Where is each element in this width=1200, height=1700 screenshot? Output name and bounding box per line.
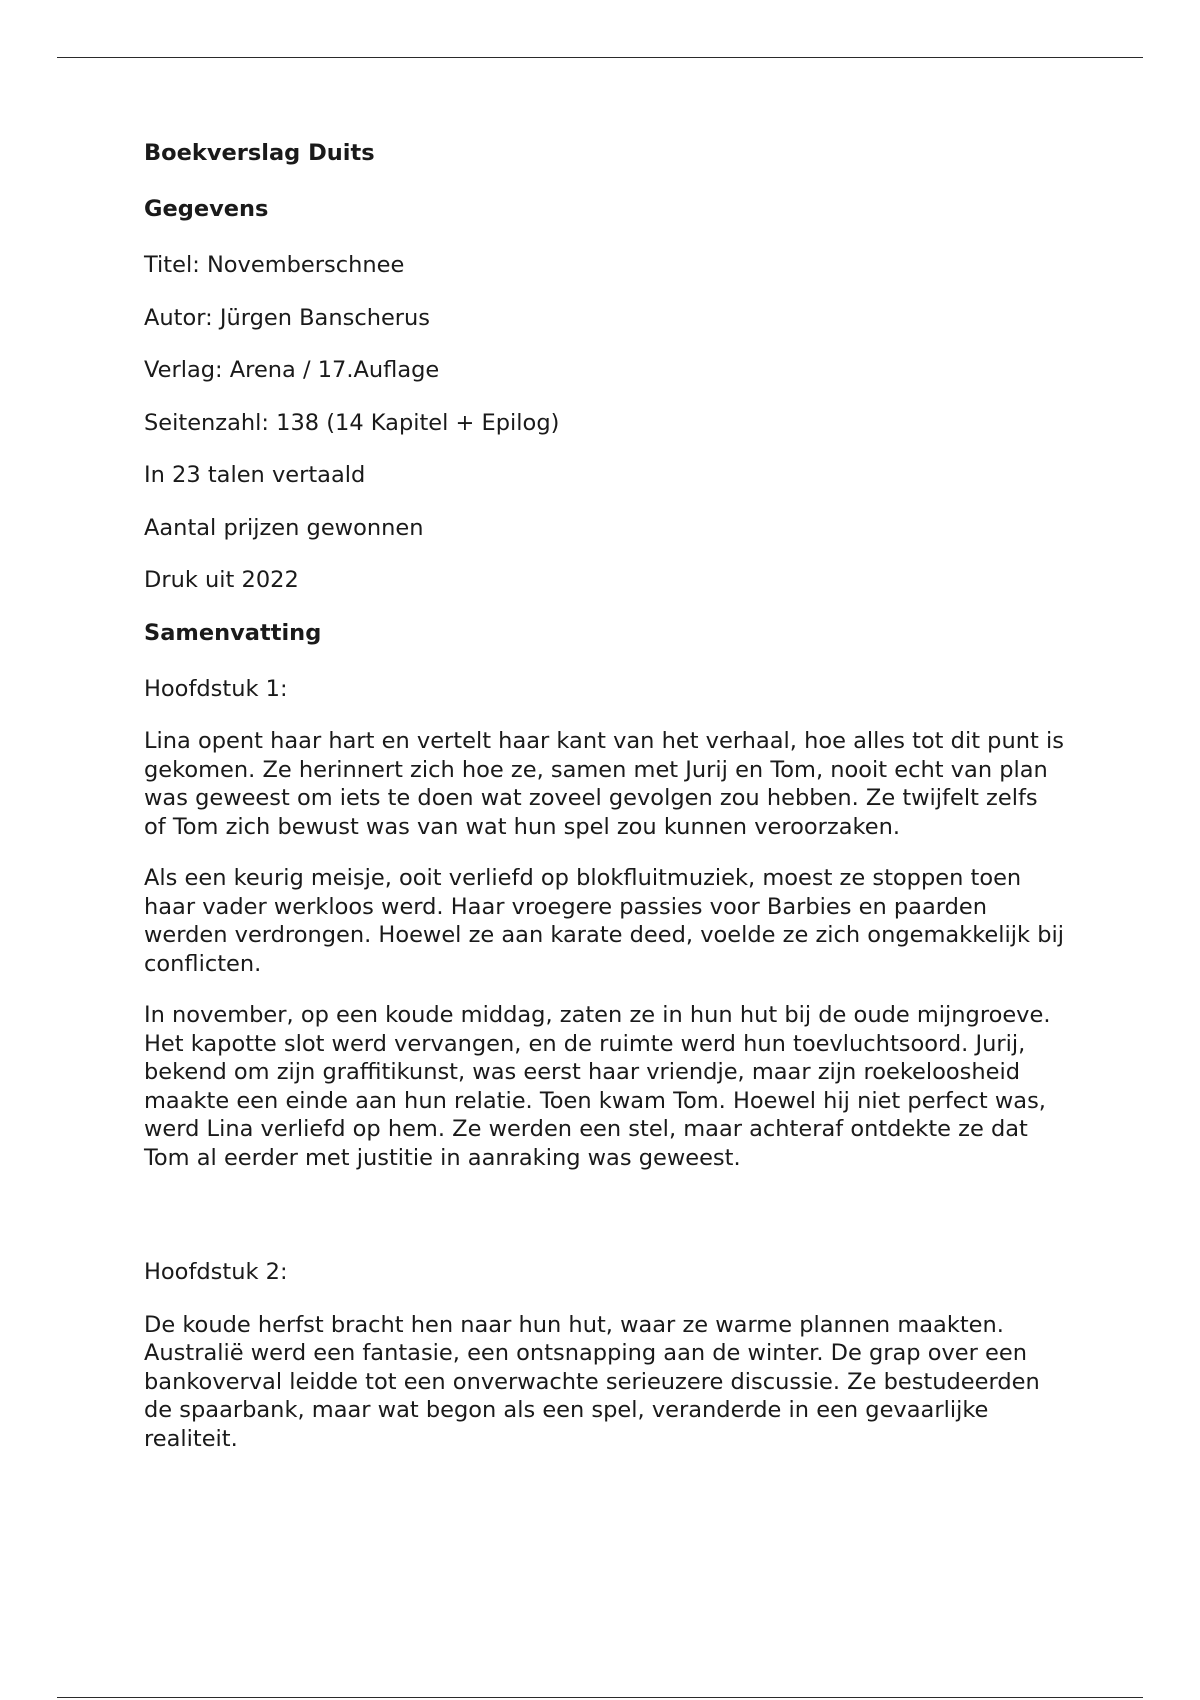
info-awards: Aantal prijzen gewonnen xyxy=(144,514,424,541)
document-title: Boekverslag Duits xyxy=(144,140,375,166)
info-edition: Druk uit 2022 xyxy=(144,567,299,593)
info-page-count: Seitenzahl: 138 (14 Kapitel + Epilog) xyxy=(144,409,560,436)
gegevens-heading: Gegevens xyxy=(144,196,269,222)
chapter-2-paragraph: De koude herfst bracht hen naar hun hut, waar ze warme plannen maakten. Australië werd een fantasie, een ontsnapping aan de winter. De grap over een bankoverval leidde tot een onverwachte serieuzere discussie. Ze bestudeerden de spaarbank, maar wat begon als een spel, veranderde in een gevaarlijke realiteit. xyxy=(144,1311,1040,1452)
chapter-1-paragraph: In november, op een koude middag, zaten ze in hun hut bij de oude mijngroeve. Het kapotte slot werd vervangen, en de ruimte werd hun toevluchtsoord. Jurij, bekend om zijn graffitikunst, was eerst haar vriendje, maar zijn roekeloosheid maakte een einde aan hun relatie. Toen kwam Tom. Hoewel hij niet perfect was, werd Lina verliefd op hem. Ze werden een stel, maar achteraf ontdekte ze dat Tom al eerder met justitie in aanraking was geweest. xyxy=(144,1002,1051,1171)
chapter-1-paragraph: Lina opent haar hart en vertelt haar kant van het verhaal, hoe alles tot dit punt is gekomen. Ze herinnert zich hoe ze, samen met Jurij en Tom, nooit echt van plan was geweest om iets te doen wat zoveel gevolgen zou hebben. Ze twijfelt zelfs of Tom zich bewust was van wat hun spel zou kunnen veroorzaken. xyxy=(144,728,1064,840)
chapter-1-label: Hoofdstuk 1: xyxy=(144,675,288,702)
bottom-divider xyxy=(57,1697,1143,1698)
info-translations: In 23 talen vertaald xyxy=(144,462,366,488)
chapter-2-label: Hoofdstuk 2: xyxy=(144,1259,288,1285)
chapter-1-paragraph: Als een keurig meisje, ooit verliefd op blokfluitmuziek, moest ze stoppen toen haar vader werkloos werd. Haar vroegere passies voor Barbies en paarden werden verdrongen. Hoewel ze aan karate deed, voelde ze zich ongemakkelijk bij conflicten. xyxy=(144,865,1064,977)
samenvatting-heading: Samenvatting xyxy=(144,619,322,646)
document-body xyxy=(144,139,1064,1476)
info-publisher: Verlag: Arena / 17.Auflage xyxy=(144,357,440,383)
info-author: Autor: Jürgen Banscherus xyxy=(144,304,431,331)
top-divider xyxy=(57,57,1143,58)
info-title: Titel: Novemberschnee xyxy=(144,252,405,278)
chapter-spacer xyxy=(144,1195,1064,1258)
